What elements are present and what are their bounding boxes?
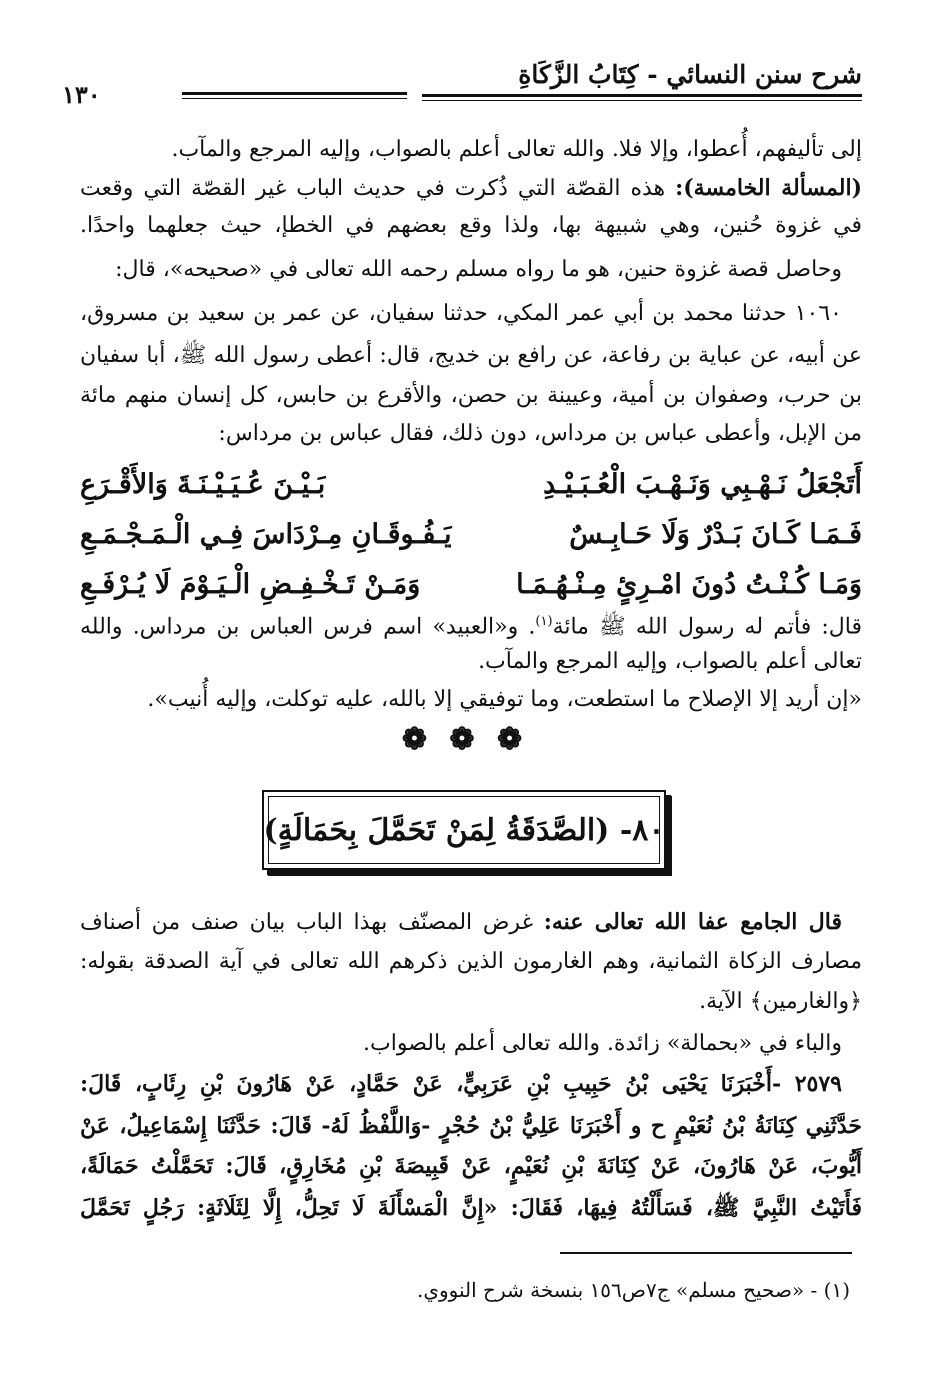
masala-label: (المسألة الخامسة): xyxy=(675,175,863,201)
text-line: من الإبل، وأعطى عباس بن مرداس، دون ذلك، فقال عباس بن مرداس: xyxy=(218,421,862,446)
text-line: عن أبيه، عن عباية بن رفاعة، عن رافع بن خديج، قال: أعطى رسول الله ﷺ، أبا سفيان xyxy=(80,343,862,368)
text-line: وحاصل قصة غزوة حنين، هو ما رواه مسلم رحمه الله تعالى في «صحيحه»، قال: xyxy=(115,257,842,282)
text-line-jami xyxy=(80,904,842,941)
text-line: ﴿والغارمين﴾ الآية. xyxy=(699,989,862,1014)
text-segment: . و«العبيد» اسم فرس العباس بن مرداس. والله xyxy=(80,614,536,640)
footnote-rule xyxy=(560,1252,852,1254)
header-rule-thin xyxy=(422,100,862,101)
text-line-after-poem xyxy=(80,604,862,645)
footnote-marker: (١) xyxy=(535,614,553,629)
header-rule-left-thin xyxy=(182,98,407,99)
jami-label: قال الجامع عفا الله تعالى عنه: xyxy=(543,909,842,935)
hadith-line: أَيُّوبَ، عَنْ هَارُونَ، عَنْ كِنَانَةَ بْنِ نُعَيْمٍ، عَنْ قَبِيصَةَ بْنِ مُخَارِقٍ، قَالَ: تَحَمَّلْتُ حَمَالَةً، xyxy=(80,1153,862,1179)
text-line: مصارف الزكاة الثمانية، وهم الغارمون الذين ذكرهم الله تعالى في آية الصدقة بقوله: xyxy=(80,949,862,974)
hadith-line: ٢٥٧٩ -أَخْبَرَنَا يَحْيَى بْنُ حَبِيبِ بْنِ عَرَبِيٍّ، عَنْ حَمَّادٍ، عَنْ هَارُونَ بْنِ رِئَابٍ، قَالَ: xyxy=(80,1071,842,1097)
text-line: «إن أريد إلا الإصلاح ما استطعت، وما توفيقي إلا بالله، عليه توكلت، وإليه أُنيب». xyxy=(147,687,862,712)
text-line: تعالى أعلم بالصواب، وإليه المرجع والمآب. xyxy=(478,649,862,674)
running-title: شرح سنن النسائي - كِتَابُ الزَّكَاةِ xyxy=(518,60,862,89)
header-rule xyxy=(422,94,862,97)
text-line: إلى تأليفهم، أُعطوا، وإلا فلا. والله تعالى أعلم بالصواب، وإليه المرجع والمآب. xyxy=(171,137,862,162)
text-line-masala xyxy=(80,170,862,207)
masala-text: هذه القصّة التي ذُكرت في حديث الباب غير القصّة التي وقعت xyxy=(80,176,676,201)
separator-stars: ❁ ❁ ❁ xyxy=(401,722,529,757)
hadith-line: حَدَّثَنِي كِنَانَةُ بْنُ نُعَيْمٍ ح و أَخْبَرَنَا عَلِيُّ بْنُ حُجْرٍ -وَاللَّفْظُ لَهُ- قَالَ: حَدَّثَنَا إِسْمَاعِيلُ، عَنْ xyxy=(80,1113,862,1139)
text-line: والباء في «بحمالة» زائدة. والله تعالى أعلم بالصواب. xyxy=(363,1031,842,1056)
poem-verse xyxy=(80,560,862,610)
text-line: ١٠٦٠ حدثنا محمد بن أبي عمر المكي، حدثنا سفيان، عن عمر بن سعيد بن مسروق، xyxy=(80,301,842,326)
hadith-line: فَأَتَيْتُ النَّبِيَّ ﷺ، فَسَأَلْتُهُ فِيهَا، فَقَالَ: «إِنَّ الْمَسْأَلَةَ لَا تَحِلُّ، إِلَّا لِثَلَاثَةٍ: رَجُلٍ تَحَمَّلَ xyxy=(80,1195,862,1221)
poem-verse xyxy=(80,510,862,560)
section-title: ٨٠- (الصَّدَقَةُ لِمَنْ تَحَمَّلَ بِحَمَالَةٍ) xyxy=(268,796,660,864)
header-rule-left xyxy=(182,92,407,95)
text-line: في غزوة حُنين، وهي شبيهة بها، ولذا وقع بعضهم في الخطإ، حيث جعلهما واحدًا. xyxy=(80,213,862,238)
jami-text: غرض المصنّف بهذا الباب بيان صنف من أصناف xyxy=(80,910,544,935)
poem-hemistich: يَـفُـوقَـانِ مِـرْدَاسَ فِـي الْـمَـجْـمَـعِ xyxy=(80,519,452,550)
poem-verse xyxy=(80,460,862,510)
text-line: بن حرب، وصفوان بن أمية، وعيينة بن حصن، والأقرع بن حابس، كل إنسان منهم مائة xyxy=(80,383,862,408)
poem-hemistich: بَـيْـنَ عُـيَـيْـنَـةَ وَالأَقْـرَعِ xyxy=(80,469,326,500)
text-segment: قال: فأتم له رسول الله ﷺ مائة xyxy=(552,614,862,640)
page-header xyxy=(62,56,862,116)
poem-hemistich: وَمَـا كُـنْـتُ دُونَ امْـرِئٍ مِـنْـهُـمَـا xyxy=(516,569,862,600)
poem xyxy=(80,460,862,610)
page-number: ١٣٠ xyxy=(62,80,101,109)
footnote: (١) - «صحيح مسلم» ج٧ص١٥٦ بنسخة شرح النووي. xyxy=(417,1278,850,1302)
poem-hemistich: وَمَـنْ تَـخْـفِـضِ الْـيَـوْمَ لَا يُـرْفَـعِ xyxy=(80,569,421,600)
section-title-box xyxy=(262,790,666,870)
poem-hemistich: أَتَجْعَلُ نَـهْـبِي وَنَـهْـبَ الْعُـبَـيْـدِ xyxy=(543,469,862,500)
poem-hemistich: فَـمَـا كَـانَ بَـدْرٌ وَلَا حَـابِـسٌ xyxy=(569,519,862,550)
